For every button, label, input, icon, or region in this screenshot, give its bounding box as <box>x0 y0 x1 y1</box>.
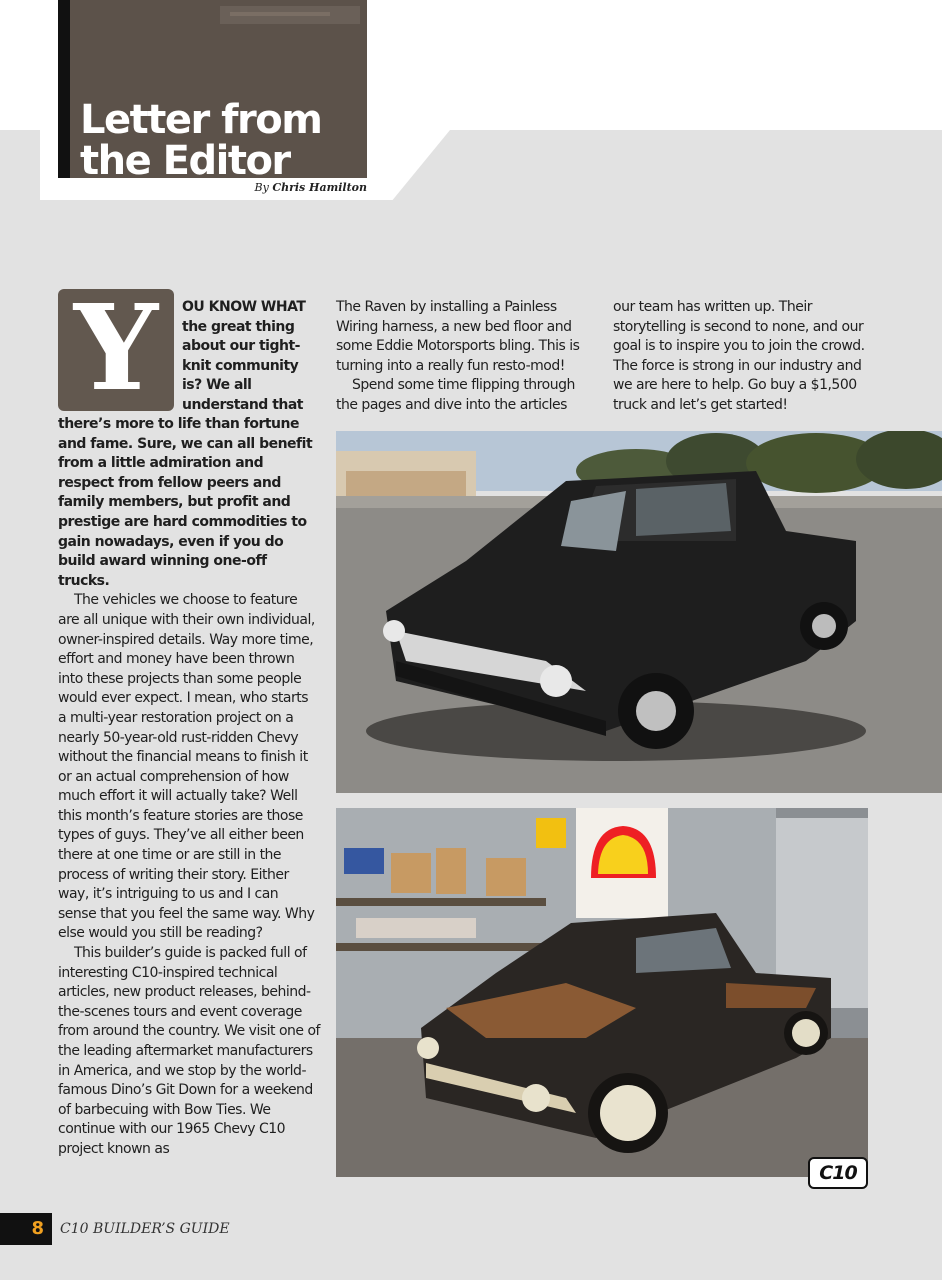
page-number: 8 <box>0 1213 52 1245</box>
publication-name: C10 BUILDER’S GUIDE <box>60 1221 230 1237</box>
body-paragraph-3: Spend some time flipping through the pages and dive into the articles <box>336 377 575 413</box>
page-title: Letter from the Editor <box>80 100 322 178</box>
body-paragraph-2: This builder’s guide is packed full of interesting C10-inspired technical articles, new product releases, behind-the-scenes tours and event coverage from around the country. We visit one of the leading aftermarket manufacturers in America, and we stop by the world-famous Dino’s Git Down for a weekend of barbecuing with Bow Ties. We continue with our 1965 Chevy C10 project known as <box>58 945 320 1157</box>
author-name: Chris Hamilton <box>272 181 367 194</box>
drop-cap <box>58 278 174 417</box>
byline <box>230 181 367 194</box>
header-accent-bar <box>58 0 70 178</box>
body-paragraph-2-cont: The Raven by installing a Painless Wiring harness, a new bed floor and some Eddie Motorsports bling. This is turning into a really fun resto-mod! <box>336 299 580 374</box>
body-paragraph-1: The vehicles we choose to feature are all unique with their own individual, owner-inspired details. Way more time, effort and money have been thrown into these projects than some people would ever expect. I mean, who starts a multi-year restoration project on a nearly 50-year-old rust-ridden Chevy without the financial means to finish it or an actual comprehension of how much effort it will actually take? Well this month’s feature stories are those types of guys. They’ve all either been there at one time or are still in the process of writing their story. Either way, it’s intriguing to us and I can sense that you feel the same way. Why else would you still be reading? <box>58 592 315 942</box>
photo-rusty-truck <box>336 808 868 1177</box>
article-column-1 <box>58 415 320 1160</box>
article-column-3 <box>613 298 875 416</box>
byline-prefix: By <box>254 181 269 194</box>
body-paragraph-3-cont: our team has written up. Their storytelling is second to none, and our goal is to inspire you to join the crowd. The force is strong in our industry and we are here to help. Go buy a $1,500 truck and let’s get started! <box>613 299 865 413</box>
photo-black-truck <box>336 431 942 793</box>
article-column-2 <box>336 298 591 416</box>
lead-paragraph-cont: there’s more to life than fortune and fame. Sure, we can all benefit from a little admiration and respect from fellow peers and family members, but profit and prestige are hard commodities to gain nowadays, even if you do build award winning one-off trucks. <box>58 416 313 589</box>
lead-paragraph-start: OU KNOW WHAT the great thing about our tight-knit community is? We all understand that <box>182 299 306 413</box>
drop-cap-letter: Y <box>73 278 159 417</box>
c10-logo: C10 <box>808 1157 868 1189</box>
